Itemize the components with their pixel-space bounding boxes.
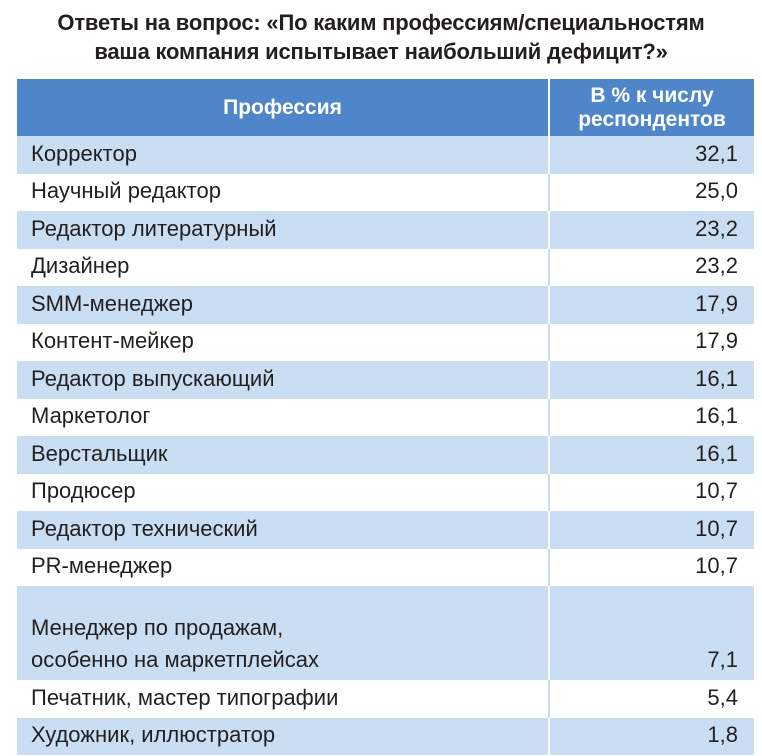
table-header-row: [17, 79, 754, 136]
table-row: [17, 286, 754, 324]
header-percent-line-1: В % к числу: [590, 83, 714, 107]
row-profession: Редактор технический: [17, 511, 549, 549]
row-percent: 16,1: [549, 399, 754, 437]
row-percent: 10,7: [549, 474, 754, 512]
row-profession: SMM-менеджер: [17, 286, 549, 324]
row-profession: Печатник, мастер типографии: [17, 680, 549, 718]
table-row: [17, 399, 754, 437]
table-row: [17, 586, 754, 680]
row-profession: Редактор выпускающий: [17, 361, 549, 399]
row-profession: Верстальщик: [17, 436, 549, 474]
table-row: [17, 324, 754, 362]
row-profession-line-2: особенно на маркетплейсах: [31, 647, 320, 672]
table-row: [17, 474, 754, 512]
table-row: [17, 361, 754, 399]
row-percent: 32,1: [549, 136, 754, 174]
row-percent: 10,7: [549, 511, 754, 549]
table-row: [17, 718, 754, 756]
row-profession: Художник, иллюстратор: [17, 718, 549, 756]
row-percent: 16,1: [549, 436, 754, 474]
row-profession: Научный редактор: [17, 174, 549, 212]
row-percent: 17,9: [549, 324, 754, 362]
row-percent: 17,9: [549, 286, 754, 324]
row-profession: Корректор: [17, 136, 549, 174]
row-profession: Дизайнер: [17, 249, 549, 287]
page-title: [0, 8, 762, 66]
header-percent-line-2: респондентов: [578, 107, 726, 131]
row-profession: [17, 586, 549, 680]
table-row: [17, 174, 754, 212]
header-profession: Профессия: [17, 79, 549, 136]
title-line-1: Ответы на вопрос: «По каким профессиям/специальностям: [57, 10, 705, 35]
table-row: [17, 211, 754, 249]
row-percent: 1,8: [549, 718, 754, 756]
row-percent: 10,7: [549, 549, 754, 587]
table-row: [17, 511, 754, 549]
deficit-table: [17, 79, 754, 755]
row-percent: 23,2: [549, 211, 754, 249]
table-row: [17, 136, 754, 174]
row-percent: 25,0: [549, 174, 754, 212]
row-profession: Контент-мейкер: [17, 324, 549, 362]
table-row: [17, 680, 754, 718]
row-profession: Редактор литературный: [17, 211, 549, 249]
row-profession: Маркетолог: [17, 399, 549, 437]
row-percent: 23,2: [549, 249, 754, 287]
table-row: [17, 436, 754, 474]
header-percent: [549, 79, 754, 136]
row-percent: 7,1: [549, 586, 754, 680]
row-profession-line-1: Менеджер по продажам,: [31, 615, 284, 640]
row-percent: 5,4: [549, 680, 754, 718]
table-row: [17, 249, 754, 287]
row-profession: Продюсер: [17, 474, 549, 512]
row-percent: 16,1: [549, 361, 754, 399]
table-row: [17, 549, 754, 587]
row-profession: PR-менеджер: [17, 549, 549, 587]
title-line-2: ваша компания испытывает наибольший дефицит?»: [94, 39, 668, 64]
